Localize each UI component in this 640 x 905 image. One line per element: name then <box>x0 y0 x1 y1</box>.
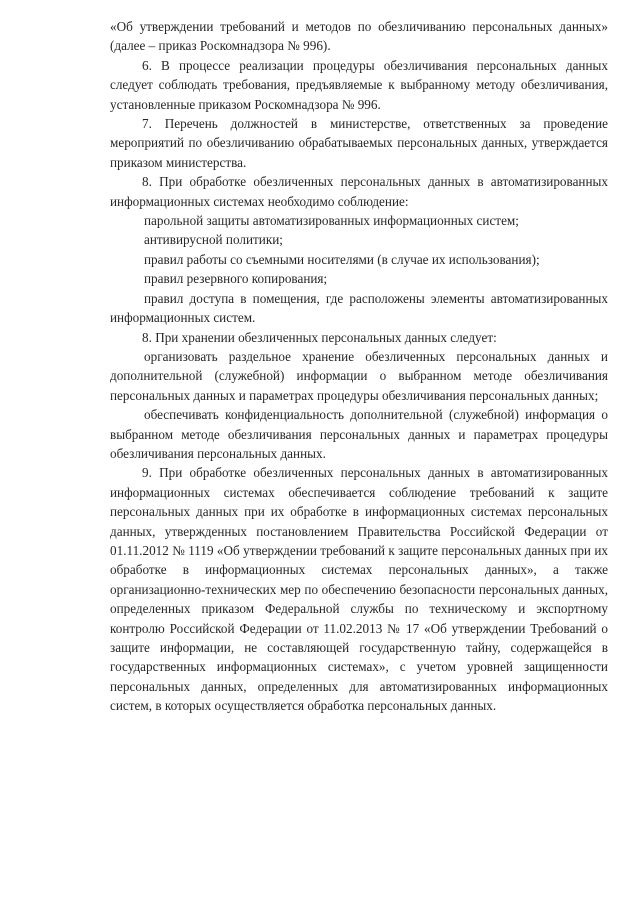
paragraph-8-processing: 8. При обработке обезличенных персональных данных в автоматизированных информационных системах необходимо соблюдение: <box>110 174 608 209</box>
paragraph-8-storage: 8. При хранении обезличенных персональных данных следует: <box>142 329 497 345</box>
list-item-backup: правил резервного копирования; <box>144 271 328 287</box>
document-body <box>110 17 608 716</box>
paragraph-continuation: «Об утверждении требований и методов по обезличиванию персональных данных» (далее – приказ Роскомнадзора № 996). <box>110 19 608 54</box>
paragraph-9: 9. При обработке обезличенных персональных данных в автоматизированных информационных системах обеспечивается соблюдение требований к защите персональных данных при их обработке в информационных системах персональных данных, утвержденных постановлением Правительства Российской Федерации от 01.11.2012 № 1119 «Об утверждении требований к защите персональных данных при их обработке в информационных системах персональных данных», а также организационно-технических мер по обеспечению безопасности персональных данных, определенных приказом Федеральной службы по техническому и экспортному контролю Российской Федерации от 11.02.2013 № 17 «Об утверждении Требований о защите информации, не составляющей государственную тайну, содержащейся в государственных информационных системах», с учетом уровней защищенности персональных данных, определенных для автоматизированных информационных систем, в которых осуществляется обработка персональных данных. <box>110 465 608 714</box>
paragraph-6: 6. В процессе реализации процедуры обезличивания персональных данных следует соблюдать требования, предъявляемые к выбранному методу обезличивания, установленные приказом Роскомнадзора № 996. <box>110 57 608 112</box>
list-item-room-access: правил доступа в помещения, где расположены элементы автоматизированных информационных систем. <box>110 290 608 326</box>
paragraph-7: 7. Перечень должностей в министерстве, ответственных за проведение мероприятий по обезличиванию обрабатываемых персональных данных, утверждается приказом министерства. <box>110 116 608 170</box>
list-item-confidentiality: обеспечивать конфиденциальность дополнительной (служебной) информация о выбранном методе обезличивания персональных данных и параметрах процедуры обезличивания персональных данных. <box>110 407 608 461</box>
list-item-removable-media: правил работы со съемными носителями (в случае их использования); <box>144 251 540 267</box>
list-item-password-protection: парольной защиты автоматизированных информационных систем; <box>144 213 519 229</box>
list-item-antivirus-policy: антивирусной политики; <box>144 232 283 248</box>
list-item-separate-storage: организовать раздельное хранение обезличенных персональных данных и дополнительной (служебной) информации о выбранном методе обезличивания персональных данных и параметрах процедуры обезличивания персональных данных; <box>110 348 608 403</box>
